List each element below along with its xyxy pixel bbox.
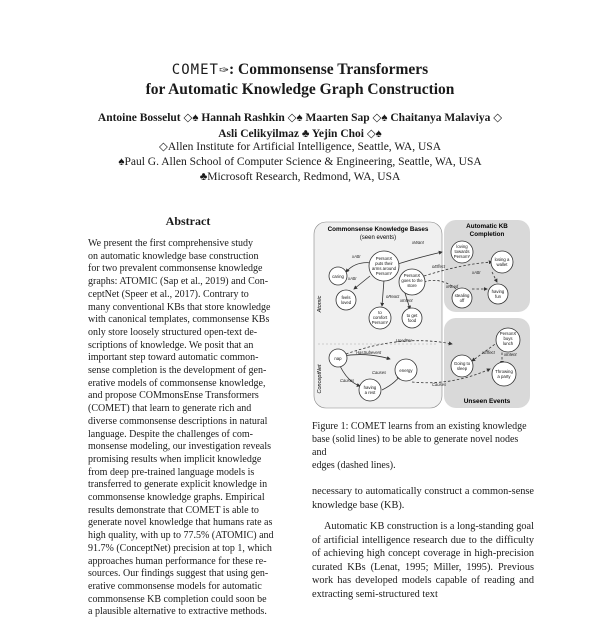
- node-label: PersonX: [499, 331, 517, 336]
- authors-line-2: Asli Celikyilmaz ♣ Yejin Choi ◇♠: [218, 128, 382, 140]
- abstract-line: approaches human performance for these re-: [88, 555, 267, 567]
- abstract-body: [88, 238, 288, 619]
- edge-label: Causes: [340, 378, 355, 383]
- node-label: goes to the: [401, 278, 423, 283]
- node-label: caring: [332, 274, 344, 279]
- edge-label: HasSubevent: [356, 350, 382, 355]
- affiliation-msr: ♣Microsoft Research, Redmond, WA, USA: [199, 171, 401, 183]
- atomic-side-label: Atomic: [317, 295, 323, 313]
- node-label: having: [363, 385, 377, 390]
- edge-label: xWant: [412, 240, 424, 245]
- node-label: loved: [340, 300, 352, 305]
- affiliations: [0, 140, 600, 185]
- caption-line: base (solid lines) to be able to generate novel nodes and: [312, 434, 519, 458]
- abstract-line: a plausible alternative to extractive methods.: [88, 606, 267, 618]
- node-label: losing a: [494, 257, 510, 262]
- caption-line: edges (dashed lines).: [312, 460, 396, 471]
- edge-label: xIntent: [400, 298, 413, 303]
- edge-label: xNeed: [446, 284, 459, 289]
- abstract-line: transferred to generate explicit knowledge in: [88, 479, 268, 491]
- kb-completion-title-1: Automatic KB: [466, 223, 508, 230]
- unseen-events-label: Unseen Events: [463, 398, 511, 405]
- node-label: a rest: [364, 390, 376, 395]
- abstract-line: ceptNet (Speer et al., 2017). Contrary to: [88, 288, 249, 300]
- node-label: towards: [454, 249, 470, 254]
- abstract-line: erative commonsense models for automatic: [88, 580, 262, 592]
- abstract-line: We present the first comprehensive study: [88, 238, 253, 249]
- edge-label: UsedFor: [396, 338, 413, 343]
- abstract-line: scriptions of knowledge. We posit that an: [88, 339, 254, 351]
- abstract-line: 91.7% (ConceptNet) precision at top 1, which: [88, 542, 272, 554]
- abstract-line: language. Despite the challenges of com-: [88, 428, 253, 440]
- node-label: comfort: [372, 315, 388, 320]
- kb-panel-subtitle: (seen events): [359, 235, 397, 241]
- abstract-line: erative models of commonsense knowledge,: [88, 377, 266, 389]
- node-label: to: [378, 310, 382, 315]
- node-label: nap: [334, 356, 342, 361]
- abstract-line: and propose COMmonsEnse Transformers: [88, 390, 259, 402]
- edge-label: oEffect: [432, 264, 446, 269]
- node-label: having: [491, 289, 505, 294]
- edge-label: xAttr: [348, 276, 357, 281]
- abstract-heading: Abstract: [165, 214, 211, 228]
- node-label: stealing: [454, 293, 470, 298]
- figure-1: [312, 214, 534, 414]
- right-column-body: [312, 485, 534, 609]
- edge-label: xEffect: [482, 350, 495, 355]
- node-label: Throwing: [495, 369, 513, 374]
- conceptnet-side-label: ConceptNet: [317, 364, 323, 394]
- node-label: to get: [406, 313, 418, 318]
- edge-label: xAttr: [352, 254, 361, 259]
- title-line-1: COMET✑: Commonsense Transformers: [171, 61, 429, 78]
- title-line-2: for Automatic Knowledge Graph Construction: [145, 81, 455, 98]
- comet-pen-icon: ✑: [218, 63, 230, 77]
- node-label: wallet: [496, 262, 508, 267]
- abstract-line: generate novel knowledge that humans rate as: [88, 517, 273, 529]
- node-label: lunch: [502, 341, 514, 346]
- abstract-line: promising results when implicit knowledge: [88, 453, 262, 465]
- node-label: a party: [497, 374, 511, 379]
- node-label: food: [407, 318, 417, 323]
- edge-label: xAttr: [472, 270, 481, 275]
- abstract-line: important step toward automatic common-: [88, 352, 259, 364]
- abstract-line: with canonical templates, commonsense KBs: [88, 314, 270, 326]
- abstract-line: commonsense knowledge graphs. Empirical: [88, 492, 265, 504]
- abstract-line: diverse commonsense descriptions in natural: [88, 415, 268, 427]
- node-label: PersonX: [375, 256, 393, 261]
- kb-completion-title-2: Completion: [469, 231, 505, 238]
- node-label: fun: [495, 294, 501, 299]
- comet-wordmark: COMET: [171, 62, 219, 78]
- edge-label: Causes: [432, 382, 447, 387]
- paragraph-continued: necessary to automatically construct a common-sense knowledge base (KB).: [312, 486, 534, 511]
- node-label: feels: [341, 295, 351, 300]
- abstract-line: many conventional KBs that store knowledge: [88, 301, 271, 313]
- node-label: Going to: [453, 361, 471, 366]
- node-label: energy: [399, 368, 413, 373]
- authors: [0, 110, 600, 142]
- node-label: PersonY: [375, 271, 393, 276]
- abstract-line: on automatic knowledge base construction: [88, 250, 259, 262]
- node-label: PersonY: [453, 254, 471, 259]
- paragraph-kb-construction: Automatic KB construction is a long-standing goal of artificial intelligence research due to the difficulty of achieving high concept coverage in high-precision curated KBs (Lenat, 1995; Miller, 1995). Previous work has developed models capable of reading and extracting semi-structured text: [312, 521, 534, 600]
- kb-panel-title: Commonsense Knowledge Bases: [327, 226, 429, 233]
- abstract-line: for two prevalent commonsense knowledge: [88, 263, 263, 275]
- node-label: buys: [503, 336, 513, 341]
- figure-1-caption: [312, 420, 534, 472]
- affiliation-uw: ♠Paul G. Allen School of Computer Science & Engineering, Seattle, WA, USA: [118, 156, 482, 168]
- abstract-line: only store loosely structured open-text de-: [88, 326, 258, 338]
- abstract-line: high quality, with up to 77.5% (ATOMIC) and: [88, 530, 274, 542]
- edge-label: xIntent: [504, 352, 517, 357]
- node-label: loving: [456, 244, 468, 249]
- edge-label: Causes: [372, 370, 387, 375]
- abstract-line: from deep pre-trained language models is: [88, 466, 255, 478]
- paper-title: [0, 60, 600, 99]
- abstract-line: sense completion is the development of gen-: [88, 365, 267, 377]
- affiliation-allen-ai: ◇Allen Institute for Artificial Intelligence, Seattle, WA, USA: [158, 141, 441, 153]
- abstract-line: monsense modeling, our investigation reveals: [88, 441, 272, 453]
- authors-line-1: Antoine Bosselut ◇♠ Hannah Rashkin ◇♠ Maarten Sap ◇♠ Chaitanya Malaviya ◇: [97, 112, 503, 124]
- node-label: off: [459, 298, 465, 303]
- abstract-line: (COMET) that learn to generate rich and: [88, 403, 252, 415]
- abstract-line: commonsense KB completion could soon be: [88, 593, 267, 605]
- abstract-line: sources. Our findings suggest that using gen-: [88, 568, 269, 580]
- node-label: puts their: [375, 261, 393, 266]
- node-label: sleep: [456, 366, 468, 371]
- node-label: arms around: [371, 266, 397, 271]
- edge-label: oReact: [386, 294, 400, 299]
- node-label: store: [407, 283, 417, 288]
- caption-line: Figure 1: COMET learns from an existing knowledge: [312, 421, 527, 432]
- abstract-line: graphs: ATOMIC (Sap et al., 2019) and Con-: [88, 276, 269, 288]
- node-label: PersonX: [403, 273, 421, 278]
- abstract-line: results demonstrate that COMET is able to: [88, 504, 259, 516]
- node-label: PersonY: [371, 320, 389, 325]
- figure-1-diagram: [312, 214, 534, 414]
